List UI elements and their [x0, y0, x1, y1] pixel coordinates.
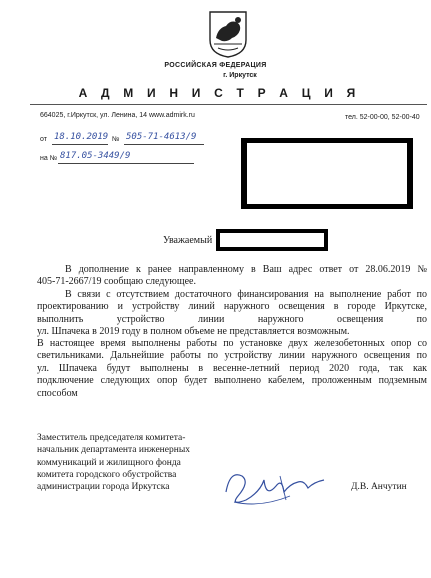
- organization-title: А Д М И Н И С Т Р А Ц И Я: [78, 86, 361, 100]
- header-divider: [30, 104, 427, 105]
- redacted-recipient-block: [241, 138, 413, 209]
- text-line: ул. Шпачека в 2019 году в полном объеме не представляется возможным.: [37, 326, 350, 338]
- greeting: Уважаемый: [163, 235, 213, 246]
- text-line: выполнить устройство линии наружного освещения по: [37, 313, 427, 325]
- ref-underline: [58, 163, 194, 164]
- number-value: 505-71-4613/9: [126, 132, 197, 142]
- date-underline: [52, 144, 108, 145]
- text-line: проектированию и устройству линий наружного освещения в городе Иркутске,: [37, 301, 427, 313]
- ref-value: 817.05-3449/9: [60, 151, 131, 161]
- city-emblem-icon: [208, 10, 248, 58]
- date-value: 18.10.2019: [54, 132, 109, 142]
- title-line: комитета городского обустройства: [37, 469, 177, 480]
- phone-line: тел. 52-00-00, 52-00-40: [345, 114, 420, 121]
- number-label: №: [112, 136, 120, 143]
- paragraph-1: [37, 264, 427, 289]
- title-line: начальник департамента инженерных: [37, 445, 190, 456]
- title-line: Заместитель председателя комитета-: [37, 433, 186, 443]
- title-line: коммуникаций и жилищного фонда: [37, 457, 181, 468]
- redacted-recipient-name: [216, 229, 328, 251]
- text-line: В настоящее время выполнены работы по установке двух железобетонных опор со: [37, 338, 427, 349]
- text-line: В связи с отсутствием достаточного финансирования на выполнение работ по: [65, 289, 427, 300]
- text-line: подключение следующих опор будет выполнено кабелем, проложенным подземным: [37, 375, 427, 387]
- country-name: РОССИЙСКАЯ ФЕДЕРАЦИЯ: [164, 62, 267, 69]
- text-line: способом: [37, 387, 78, 399]
- city-name: г. Иркутск: [223, 72, 257, 79]
- handwritten-signature: [220, 462, 330, 510]
- text-line: светильниками. Дальнейшие работы по устройству линии наружного освещения по: [37, 350, 427, 362]
- date-label: от: [40, 136, 47, 143]
- paragraph-3: [37, 338, 427, 400]
- paragraph-2: [37, 289, 427, 339]
- title-line: администрации города Иркутска: [37, 482, 170, 493]
- number-underline: [124, 144, 204, 145]
- address-line: 664025, г.Иркутск, ул. Ленина, 14 www.admirk.ru: [40, 112, 195, 119]
- text-line: 405-71-2667/19 сообщаю следующее.: [37, 276, 196, 288]
- ref-label: на №: [40, 155, 58, 162]
- signer-name: Д.В. Анчутин: [351, 482, 407, 492]
- text-line: ул. Шпачека будут выполнены в весенне-летний период 2020 года, так как: [37, 362, 427, 374]
- text-line: В дополнение к ранее направленному в Ваш адрес ответ от 28.06.2019 №: [65, 264, 427, 275]
- signatory-title: [37, 432, 190, 493]
